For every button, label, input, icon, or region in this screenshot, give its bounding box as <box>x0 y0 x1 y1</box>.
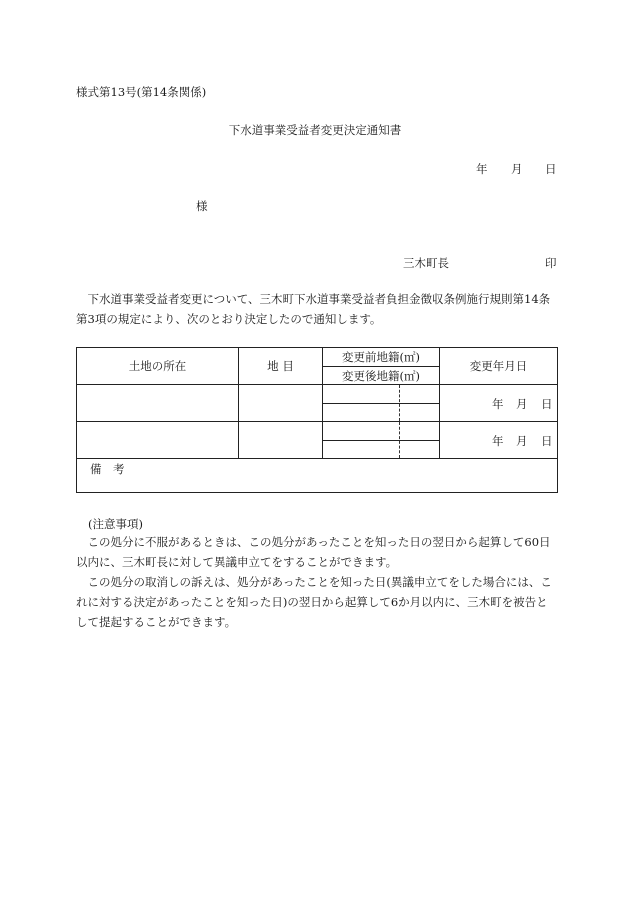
row2-day: 日 <box>541 434 553 448</box>
date-year: 年 <box>476 162 488 176</box>
notes-heading: (注意事項) <box>88 517 143 531</box>
date-month: 月 <box>511 162 523 176</box>
area-dashed-divider <box>399 422 400 458</box>
row1-day: 日 <box>541 397 553 411</box>
row2-month: 月 <box>516 434 528 448</box>
row-line <box>77 458 557 459</box>
header-change-date: 変更年月日 <box>469 359 528 373</box>
addressee-suffix: 様 <box>196 199 208 213</box>
decision-table <box>76 347 558 493</box>
row-line <box>322 440 439 441</box>
remarks-label: 備 考 <box>90 462 125 476</box>
row-line <box>77 421 557 422</box>
row-line <box>77 384 557 385</box>
notes-list <box>76 532 558 632</box>
note-item: この処分に不服があるときは、この処分があったことを知った日の翌日から起算して60日以内に、三木町長に対して異議申立てをすることができます。 <box>76 535 551 569</box>
area-dashed-divider <box>399 385 400 421</box>
header-area-after: 変更後地籍(㎡) <box>342 368 420 383</box>
document-title: 下水道事業受益者変更決定通知書 <box>228 123 402 137</box>
row2-year: 年 <box>492 434 504 448</box>
date-day: 日 <box>545 162 557 176</box>
header-land-category: 地 目 <box>267 359 294 373</box>
header-location: 土地の所在 <box>128 359 187 373</box>
row-line <box>322 403 439 404</box>
form-number: 様式第13号(第14条関係) <box>76 85 207 99</box>
sender-name: 三木町長 <box>403 256 449 270</box>
seal-mark: 印 <box>545 256 557 270</box>
row1-year: 年 <box>492 397 504 411</box>
note-item: この処分の取消しの訴えは、処分があったことを知った日(異議申立てをした場合には、これに対する決定があったことを知った日)の翌日から起算して6か月以内に、三木町を被告として提起することができます。 <box>76 575 552 629</box>
header-area-before: 変更前地籍(㎡) <box>342 350 420 364</box>
row1-month: 月 <box>516 397 528 411</box>
body-text: 下水道事業受益者変更について、三木町下水道事業受益者負担金徴収条例施行規則第14条第3項の規定により、次のとおり決定したので通知します。 <box>76 292 551 326</box>
